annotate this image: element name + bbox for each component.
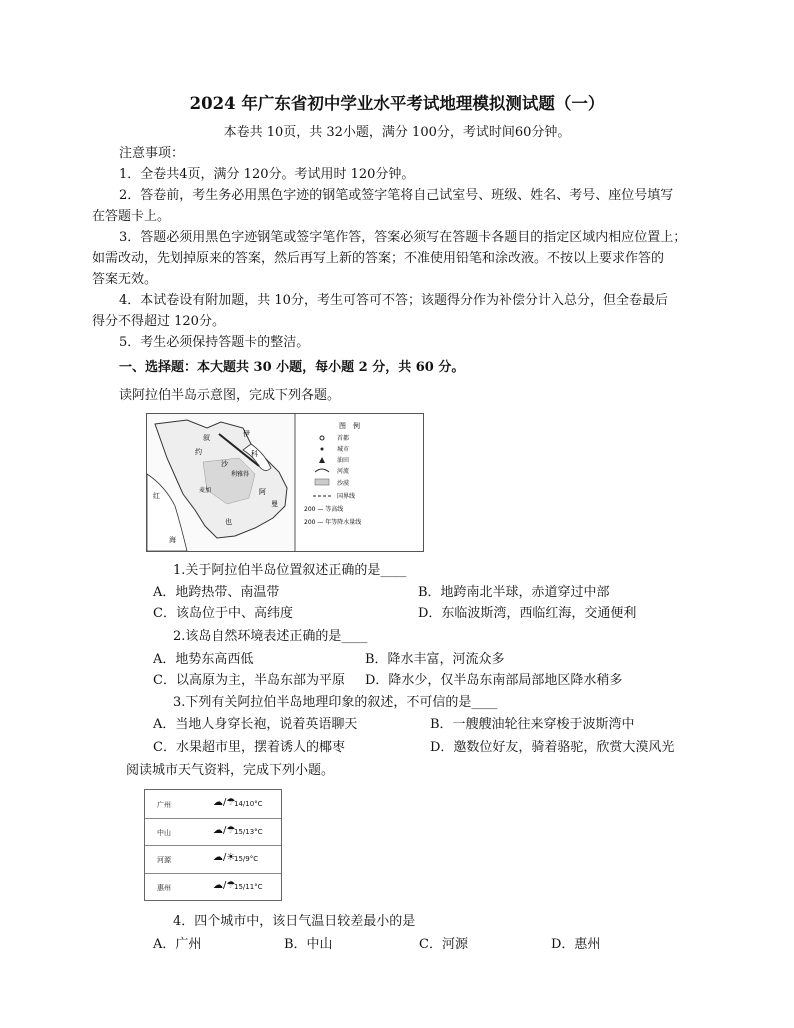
legend-item: 200 — 等高线 — [304, 506, 344, 513]
option-d: D．邀数位好友，骑着骆驼，欣赏大漠风光 — [430, 740, 675, 755]
section-heading: 一、选择题：本大题共 30 小题，每小题 2 分，共 60 分。 — [119, 360, 465, 375]
temperature: 14/10°C — [234, 800, 263, 808]
question-intro: 阅读城市天气资料，完成下列小题。 — [126, 763, 335, 778]
map-label: 利雅得 — [231, 471, 250, 478]
option-b: B．地跨南北半球，赤道穿过中部 — [418, 585, 610, 600]
map-graphic — [147, 414, 423, 551]
arabian-peninsula-map — [146, 413, 424, 552]
weather-row — [145, 818, 281, 847]
notice-heading: 注意事项： — [119, 146, 185, 161]
question-stem: 4．四个城市中，该日气温日较差最小的是 — [173, 914, 416, 929]
legend-item: 200 — 年等降水量线 — [304, 519, 362, 526]
question-intro: 读阿拉伯半岛示意图，完成下列各题。 — [119, 388, 341, 403]
option-a: A．地势东高西低 — [153, 652, 254, 667]
exam-subtitle: 本卷共 10页，共 32小题，满分 100分，考试时间60分钟。 — [223, 125, 571, 140]
option-b: B．一艘艘油轮往来穿梭于波斯湾中 — [430, 717, 635, 732]
weather-row — [145, 845, 281, 874]
weather-table — [144, 789, 282, 901]
notice-item: 在答题卡上。 — [92, 209, 171, 224]
weather-row — [145, 873, 281, 901]
temperature: 15/9°C — [234, 855, 259, 863]
map-label: 叙 — [203, 434, 210, 442]
weather-row — [145, 790, 281, 819]
map-label: 约 — [195, 448, 202, 456]
option-c: C．水果超市里，摆着诱人的椰枣 — [153, 740, 345, 755]
map-label: 科 — [251, 450, 258, 458]
notice-item: 2．答卷前，考生务必用黑色字迹的钢笔或签字笔将自己试室号、班级、姓名、考号、座位号填写 — [119, 188, 674, 203]
notice-item: 3．答题必须用黑色字迹钢笔或签字笔作答，答案必须写在答题卡各题目的指定区域内相应位置上； — [119, 230, 687, 245]
option-b: B．降水丰富，河流众多 — [365, 652, 505, 667]
map-label: 沙 — [221, 460, 228, 468]
city-name: 中山 — [157, 828, 171, 837]
question-stem: 1.关于阿拉伯半岛位置叙述正确的是____ — [173, 563, 407, 578]
notice-item: 4．本试卷设有附加题，共 10分，考生可答可不答；该题得分作为补偿分计入总分，但全卷最后 — [119, 293, 668, 308]
map-legend-title: 图 例 — [339, 422, 360, 430]
city-name: 广州 — [157, 801, 171, 809]
option-d: D．东临波斯湾，西临红海，交通便利 — [418, 606, 637, 621]
temperature: 15/11°C — [234, 882, 263, 891]
map-label: 麦加 — [199, 487, 212, 494]
option-c: C．河源 — [419, 937, 468, 952]
city-name: 惠州 — [157, 883, 171, 892]
city-name: 河源 — [157, 856, 171, 864]
cloud-rain-icon: ☁/☂ — [213, 797, 236, 808]
option-b: B．中山 — [284, 937, 333, 952]
cloud-rain-icon: ☁/☂ — [213, 824, 236, 836]
legend-item: 沙漠 — [337, 480, 350, 487]
map-label: 红 — [153, 492, 160, 500]
option-a: A．当地人身穿长袍，说着英语聊天 — [153, 717, 358, 732]
option-d: D．惠州 — [551, 937, 601, 952]
legend-item: 城市 — [337, 446, 350, 453]
option-a: A．地跨热带、南温带 — [153, 585, 280, 600]
map-label: 阿 — [259, 488, 266, 496]
map-label: 也 — [225, 518, 232, 526]
cloud-rain-icon: ☁/☂ — [213, 879, 236, 891]
notice-item: 答案无效。 — [92, 272, 158, 287]
map-label: 曼 — [271, 500, 278, 508]
legend-item: 首都 — [337, 435, 350, 442]
option-c: C．以高原为主，半岛东部为平原 — [153, 673, 345, 688]
exam-title: 2024 年广东省初中学业水平考试地理模拟测试题（一） — [189, 94, 605, 113]
legend-item: 国界线 — [337, 493, 356, 500]
temperature: 15/13°C — [234, 827, 263, 836]
map-label: 伊 — [243, 430, 250, 438]
cloud-sun-icon: ☁/☀ — [213, 852, 236, 863]
map-label: 海 — [169, 536, 176, 544]
notice-item: 5．考生必须保持答题卡的整洁。 — [119, 335, 310, 350]
notice-item: 如需改动，先划掉原来的答案，然后再写上新的答案；不准使用铅笔和涂改液。不按以上要求作答的 — [92, 251, 665, 266]
option-d: D．降水少，仅半岛东南部局部地区降水稍多 — [365, 673, 623, 688]
legend-item: 油田 — [337, 457, 350, 464]
legend-item: 河流 — [337, 468, 350, 475]
option-a: A．广州 — [153, 937, 202, 952]
notice-item: 得分不得超过 120分。 — [92, 314, 225, 329]
option-c: C．该岛位于中、高纬度 — [153, 606, 293, 621]
question-stem: 2.该岛自然环境表述正确的是____ — [173, 629, 368, 644]
question-stem: 3.下列有关阿拉伯半岛地理印象的叙述，不可信的是____ — [173, 695, 498, 710]
notice-item: 1．全卷共4页，满分 120分。考试用时 120分钟。 — [119, 167, 415, 182]
